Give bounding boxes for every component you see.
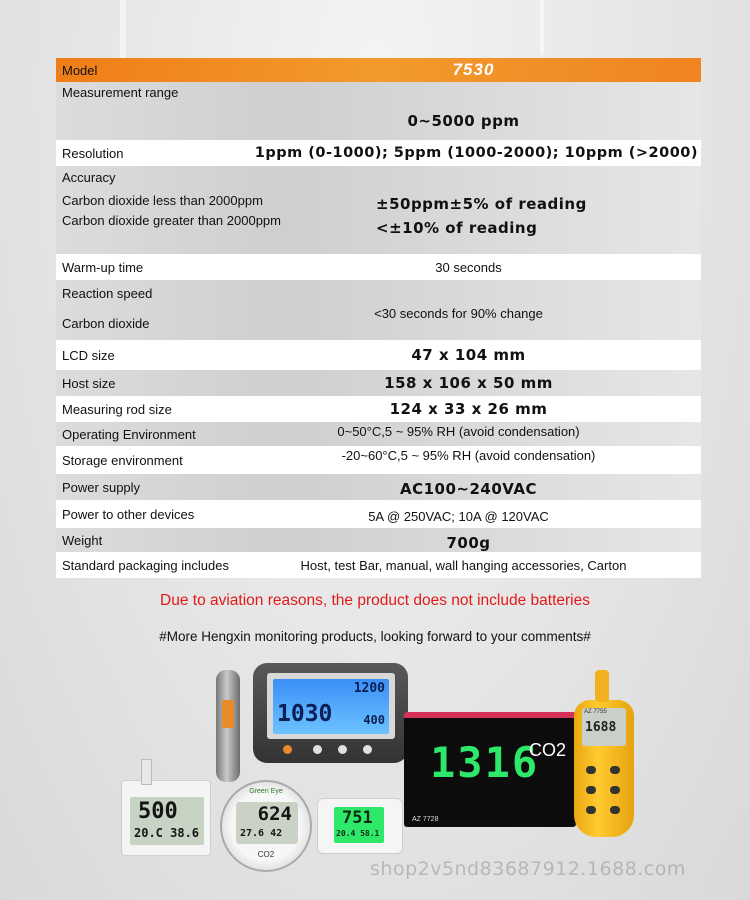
resolution-label: Resolution	[62, 145, 124, 161]
green-display-reading: 751	[342, 808, 373, 828]
wall-meter-top-reading: 1200	[353, 681, 385, 696]
packaging-label: Standard packaging includes	[62, 557, 229, 573]
battery-notice: Due to aviation reasons, the product does not include batteries	[160, 592, 590, 609]
big-display-reading: 1316	[430, 738, 540, 787]
power-other-label: Power to other devices	[62, 506, 195, 522]
model-value: 7530	[452, 60, 495, 79]
host-value: 158 x 106 x 50 mm	[384, 374, 553, 392]
accuracy-sub1-value: ±50ppm±5% of reading	[376, 195, 587, 213]
small-wall-unit-image	[121, 780, 211, 856]
measurement-range-row	[56, 82, 701, 140]
resolution-value: 1ppm (0-1000); 5ppm (1000-2000); 10ppm (>2000)	[254, 145, 698, 161]
weight-row	[56, 528, 701, 552]
accuracy-row	[56, 166, 701, 254]
round-meter-brand: Green Eye	[249, 788, 283, 795]
handheld-meter-image	[574, 700, 634, 837]
reaction-row	[56, 280, 701, 340]
reaction-label: Reaction speed	[62, 286, 153, 301]
round-meter-unit: CO2	[257, 850, 275, 859]
more-products-text: #More Hengxin monitoring products, looking forward to your comments#	[159, 629, 591, 644]
measurement-range-value: 0~5000 ppm	[407, 112, 520, 130]
storage-label: Storage environment	[62, 452, 183, 468]
wall-meter-image	[253, 663, 408, 763]
lcd-row	[56, 340, 701, 370]
storage-row	[56, 446, 701, 474]
reaction-value: <30 seconds for 90% change	[374, 306, 543, 321]
accuracy-sub2-label: Carbon dioxide greater than 2000ppm	[62, 213, 281, 228]
power-label: Power supply	[62, 479, 141, 495]
watermark-text: shop2v5nd83687912.1688.com	[370, 858, 686, 880]
operating-label: Operating Environment	[62, 426, 196, 442]
handheld-reading: 1688	[585, 720, 617, 735]
accuracy-label: Accuracy	[62, 170, 116, 185]
measurement-range-label: Measurement range	[62, 85, 179, 100]
spec-table	[56, 58, 701, 578]
big-display-unit: CO2	[528, 740, 566, 760]
warmup-row	[56, 254, 701, 280]
power-row	[56, 474, 701, 500]
warmup-label: Warm-up time	[62, 259, 144, 275]
small-wall-reading: 500	[138, 799, 178, 824]
small-wall-sub-reading: 20.C 38.6	[134, 826, 200, 840]
round-meter-image	[220, 780, 312, 872]
probe-rod-image	[216, 670, 240, 782]
lcd-value: 47 x 104 mm	[411, 346, 526, 364]
operating-value: 0~50°C,5 ~ 95% RH (avoid condensation)	[337, 423, 580, 439]
power-other-row	[56, 500, 701, 528]
wall-meter-small-reading: 400	[363, 713, 385, 727]
host-row	[56, 370, 701, 396]
model-row	[56, 58, 701, 82]
background-streak	[540, 0, 544, 55]
handheld-top-label: AZ 7755	[584, 709, 607, 715]
weight-label: Weight	[62, 532, 103, 548]
warmup-value: 30 seconds	[435, 259, 502, 275]
packaging-row	[56, 552, 701, 578]
packaging-value: Host, test Bar, manual, wall hanging accessories, Carton	[300, 557, 627, 573]
background-streak	[120, 0, 126, 60]
resolution-row	[56, 140, 701, 166]
green-display-unit-image	[317, 798, 403, 854]
rod-value: 124 x 33 x 26 mm	[389, 400, 548, 418]
accuracy-sub2-value: <±10% of reading	[376, 219, 538, 237]
weight-value: 700g	[446, 534, 491, 552]
big-co2-display-image	[404, 712, 576, 827]
rod-row	[56, 396, 701, 422]
model-label: Model	[62, 62, 98, 78]
power-value: AC100~240VAC	[399, 480, 537, 498]
reaction-sub-label: Carbon dioxide	[62, 316, 150, 331]
storage-value: -20~60°C,5 ~ 95% RH (avoid condensation)	[341, 447, 596, 463]
operating-row	[56, 422, 701, 446]
power-other-value: 5A @ 250VAC; 10A @ 120VAC	[368, 508, 549, 524]
lcd-label: LCD size	[62, 347, 115, 363]
round-meter-reading: 624	[257, 803, 292, 825]
rod-label: Measuring rod size	[62, 401, 172, 417]
big-display-brand: AZ 7728	[412, 816, 439, 823]
round-meter-sub-reading: 27.6 42	[240, 828, 283, 839]
accuracy-sub1-label: Carbon dioxide less than 2000ppm	[62, 193, 263, 208]
green-display-sub-reading: 20.4 58.1	[336, 829, 380, 838]
wall-meter-main-reading: 1030	[277, 701, 333, 727]
host-label: Host size	[62, 375, 116, 391]
